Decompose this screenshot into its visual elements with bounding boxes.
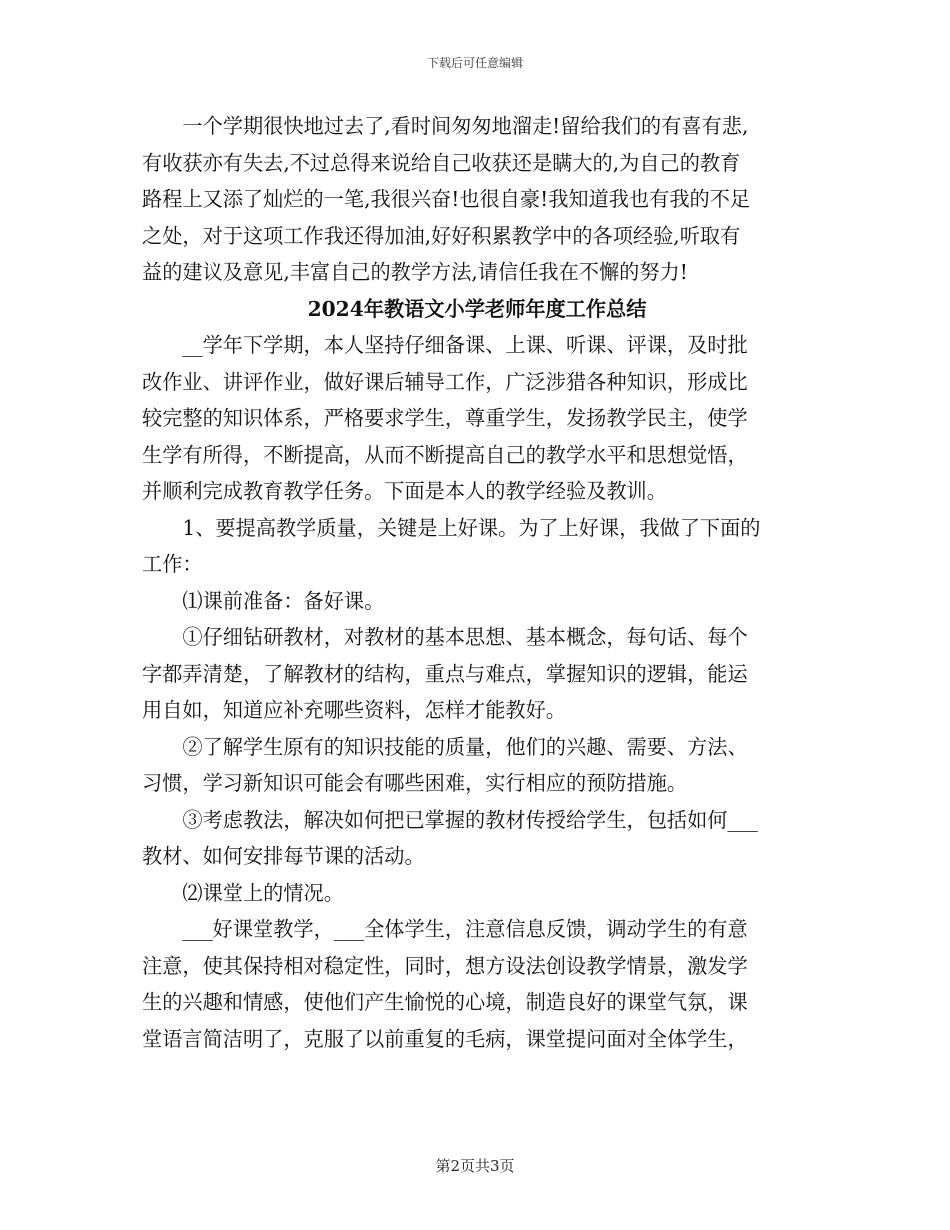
paragraph-item-1 [142,619,812,729]
intro-paragraph [142,108,812,291]
text-line: 堂语言简洁明了，克服了以前重复的毛病，课堂提问面对全体学生， [142,1026,748,1051]
paragraph-classroom [142,911,812,1057]
text-line: 并顺利完成教育教学任务。下面是本人的教学经验及教训。 [142,479,667,503]
text-line: ⑵课堂上的情况。 [182,880,344,905]
text-line: 路程上又添了灿烂的一笔,我很兴奋!也很自豪!我知道我也有我的不足 [142,187,751,211]
text-line: 有收获亦有失去,不过总得来说给自己收获还是瞒大的,为自己的教育 [142,150,741,175]
text-line: 益的建议及意见,丰富自己的教学方法,请信任我在不懈的努力! [142,260,688,284]
text-line: 生学有所得，不断提高，从而不断提高自己的教学水平和思想觉悟， [142,442,748,467]
text-line: ①仔细钻研教材，对教材的基本思想、基本概念，每句话、每个 [182,625,748,649]
text-line: 生的兴趣和情感，使他们产生愉悦的心境，制造良好的课堂气氛，课 [142,990,748,1014]
text-line: 工作： [142,552,203,576]
text-line: 之处，对于这项工作我还得加油,好好积累教学中的各项经验,听取有 [142,223,741,248]
text-line: __学年下学期，本人坚持仔细备课、上课、听课、评课，及时批 [182,333,748,357]
paragraph-item-2 [142,729,812,802]
text-line: ③考虑教法，解决如何把已掌握的教材传授给学生，包括如何___ [182,807,758,832]
page-number: 第2页共3页 [435,1157,515,1175]
text-line: 注意，使其保持相对稳定性，同时，想方设法创设教学情景，激发学 [142,953,748,978]
text-line: ②了解学生原有的知识技能的质量，他们的兴趣、需要、方法、 [182,734,748,759]
page-header-note: 下载后可任意编辑 [426,56,523,70]
paragraph-subheading-2 [142,875,812,912]
paragraph-point-1 [142,510,812,583]
text-line: 1、要提高教学质量，关键是上好课。为了上好课，我做了下面的 [182,515,761,540]
paragraph-subheading-1 [142,583,812,620]
text-line: ___好课堂教学，___全体学生，注意信息反馈，调动学生的有意 [182,917,748,941]
text-line: 一个学期很快地过去了,看时间匆匆地溜走!留给我们的有喜有悲, [182,114,749,138]
text-line: 用自如，知道应补充哪些资料，怎样才能教好。 [142,698,566,722]
paragraph-summary [142,327,812,510]
document-body [142,108,812,1057]
text-line: ⑴课前准备：备好课。 [182,588,385,613]
text-line: 习惯，学习新知识可能会有哪些困难，实行相应的预防措施。 [142,771,688,795]
text-line: 改作业、讲评作业，做好课后辅导工作，广泛涉猎各种知识，形成比 [142,369,748,394]
paragraph-item-3 [142,802,812,875]
text-line: 教材、如何安排每节课的活动。 [142,844,425,868]
document-title: 2024年教语文小学老师年度工作总结 [307,296,647,321]
text-line: 较完整的知识体系，严格要求学生，尊重学生，发扬教学民主，使学 [142,406,748,430]
text-line: 字都弄清楚，了解教材的结构，重点与难点，掌握知识的逻辑，能运 [142,661,748,686]
